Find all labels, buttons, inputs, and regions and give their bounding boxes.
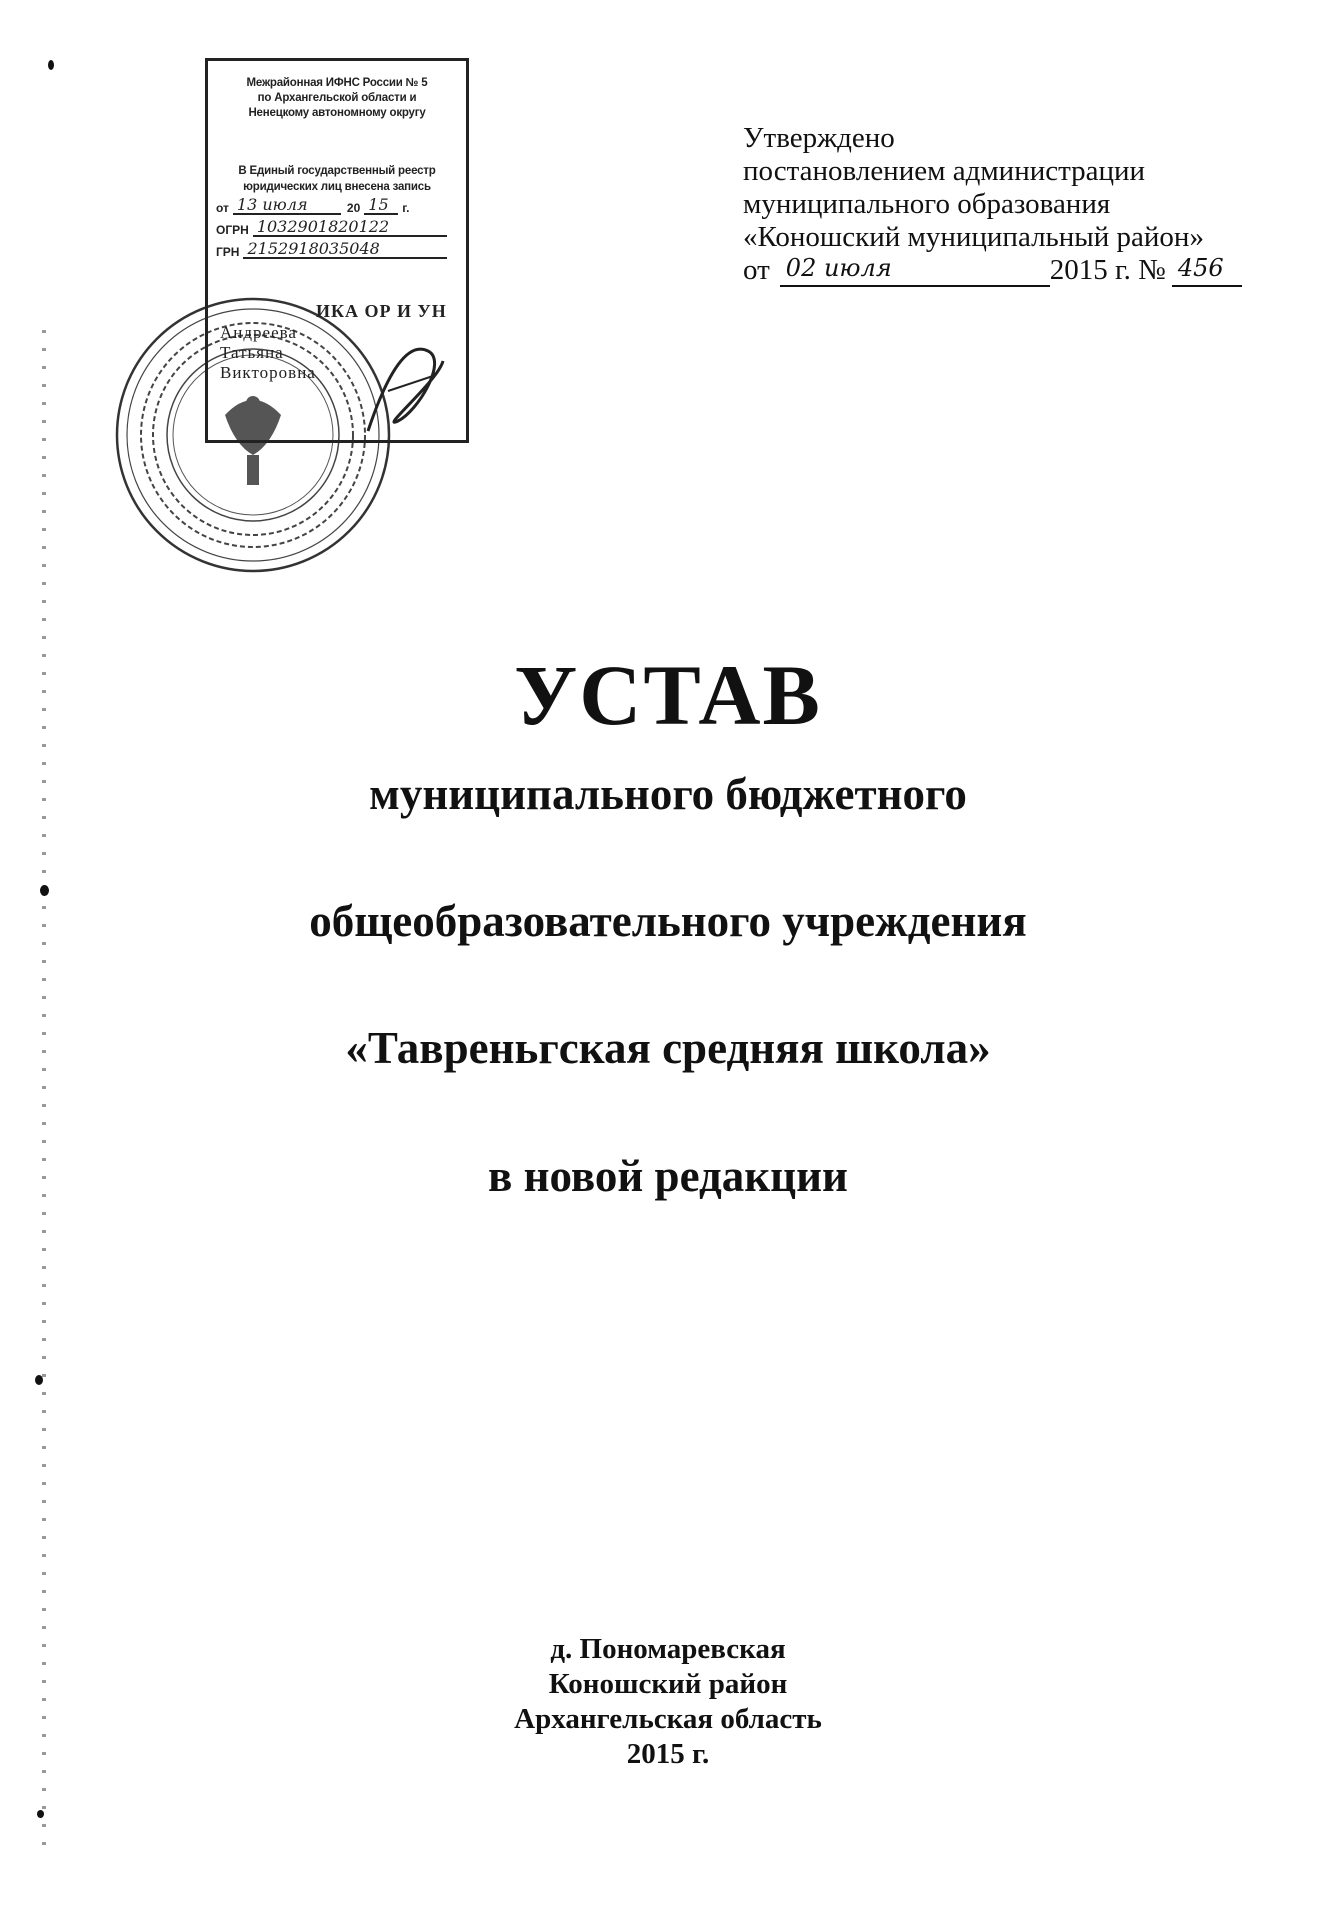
place-line: д. Пономаревская [550,1633,786,1665]
approval-year-text: 2015 г. № [1049,254,1166,286]
scan-speck [48,60,54,70]
approval-date-row [743,254,1242,287]
stamp-official-name: Татьяна [220,343,284,362]
title-line: «Тавреньгская средняя школа» [345,1023,991,1073]
approval-block [743,122,1242,287]
place-line: Архангельская область [514,1703,822,1735]
scan-speck [35,1375,43,1385]
title-line: в новой редакции [488,1151,848,1201]
approval-line: муниципального образования [743,188,1111,220]
approval-line: постановлением администрации [743,155,1146,187]
stamp-date-label: от [216,201,229,215]
title-line: муниципального бюджетного [369,769,967,819]
approval-line: «Коношский муниципальный район» [743,221,1204,253]
registration-stamp [205,58,469,443]
stamp-grn-row [216,241,447,259]
stamp-line: по Архангельской области и [257,92,417,104]
stamp-official-name: Андреева [220,323,297,342]
approval-number-field [1172,254,1242,287]
stamp-ogrn-label: ОГРН [216,223,249,237]
stamp-line: Межрайонная ИФНС России № 5 [246,77,428,89]
scan-speck [37,1810,44,1818]
stamp-ogrn-value: 1032901820122 [253,219,447,237]
place-year: 2015 г. [626,1738,710,1770]
stamp-signature-text: ИКА ОР И УН [316,301,447,321]
approval-number-handwritten: 456 [1177,254,1224,282]
stamp-grn-value: 2152918035048 [243,241,447,259]
document-title: УСТАВ [514,647,822,743]
approval-date-field [780,254,1050,287]
scan-edge-dashes [42,330,46,1850]
stamp-ogrn-row [216,219,447,237]
stamp-line: юридических лиц внесена запись [243,181,431,193]
signature-icon [358,331,448,441]
approval-line: Утверждено [743,122,895,154]
title-line: общеобразовательного учреждения [309,896,1027,946]
place-line: Коношский район [548,1668,788,1700]
stamp-grn-label: ГРН [216,245,240,259]
stamp-official-name: Викторовна [220,363,316,382]
stamp-line: Ненецкому автономному округу [248,107,426,119]
stamp-year-prefix: 20 [346,201,361,215]
stamp-date-row [216,197,413,215]
stamp-line: В Единый государственный реестр [238,165,436,177]
approval-date-prefix: от [743,254,770,286]
approval-date-handwritten: 02 июля [785,254,892,282]
stamp-year-suffix: г. [402,201,410,215]
stamp-date-value: 13 июля [233,197,341,215]
stamp-year-value: 15 [364,197,398,215]
place-block [0,1632,1336,1772]
